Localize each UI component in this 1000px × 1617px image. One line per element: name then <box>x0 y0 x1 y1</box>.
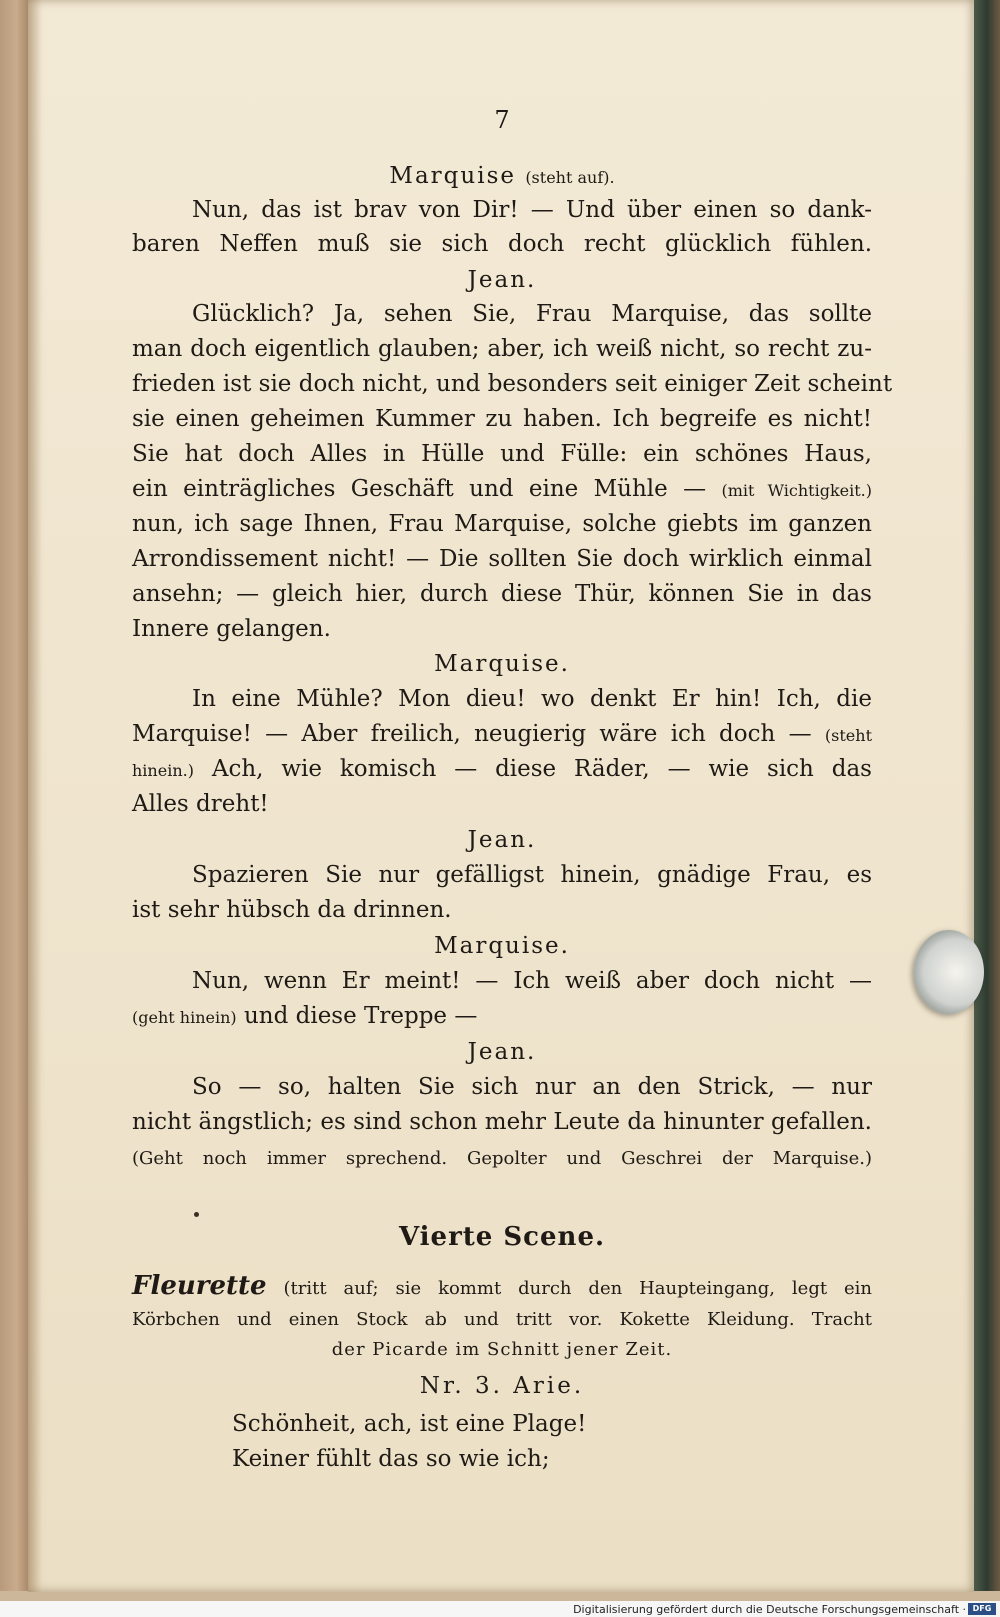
character-name: Fleurette <box>132 1271 267 1301</box>
footer-bar <box>0 1601 1000 1617</box>
stage-direction: (tritt auf; sie kommt durch den Haupteingang, legt ein <box>266 1278 872 1299</box>
text-line <box>132 755 872 785</box>
stage-direction-line <box>132 1272 872 1303</box>
footer-credit: Digitalisierung gefördert durch die Deutsche Forschungsgemeinschaft · <box>573 1603 966 1616</box>
text-line <box>132 720 872 750</box>
number-heading: Nr. 3. Arie. <box>419 1373 585 1399</box>
text-line: Spazieren Sie nur gefälligst hinein, gnädige Frau, es <box>192 862 872 888</box>
scene-heading: Vierte Scene. <box>398 1222 606 1252</box>
text-line: ist sehr hübsch da drinnen. <box>132 897 452 923</box>
text-line: frieden ist sie doch nicht, und besonders seit einiger Zeit scheint <box>132 371 893 397</box>
text-line: nun, ich sage Ihnen, Frau Marquise, solche giebts im ganzen <box>132 511 872 537</box>
stage-direction-line: der Picarde im Schnitt jener Zeit. <box>331 1339 673 1360</box>
text-line: Sie hat doch Alles in Hülle und Fülle: ein schönes Haus, <box>132 441 872 467</box>
speaker-marquise-1 <box>132 162 872 192</box>
text-fragment: Ach, wie komisch — diese Räder, — wie sich das <box>193 756 872 782</box>
text-line: Innere gelangen. <box>132 616 331 642</box>
speaker-jean-2: Jean. <box>467 827 537 853</box>
text-line <box>132 475 872 505</box>
text-line <box>132 1002 872 1032</box>
text-line: Arrondissement nicht! — Die sollten Sie doch wirklich einmal <box>132 546 872 572</box>
text-line: Nun, das ist brav von Dir! — Und über einen so dank- <box>192 197 872 223</box>
book-page <box>28 0 974 1592</box>
speaker-name: Marquise <box>389 163 516 189</box>
text-line: nicht ängstlich; es sind schon mehr Leute da hinunter gefallen. <box>132 1109 872 1135</box>
text-line: man doch eigentlich glauben; aber, ich weiß nicht, so recht zu- <box>132 336 872 362</box>
text-fragment: ein einträgliches Geschäft und eine Mühle — <box>132 476 722 502</box>
verse-line: Keiner fühlt das so wie ich; <box>232 1446 550 1472</box>
stage-direction: (mit Wichtigkeit.) <box>721 481 872 500</box>
speaker-marquise-2: Marquise. <box>434 651 570 677</box>
page-clip <box>914 930 984 1014</box>
text-line: Alles dreht! <box>132 791 269 817</box>
stage-direction: (geht hinein) <box>132 1008 237 1027</box>
stage-direction: (steht <box>824 726 872 745</box>
text-line: Glücklich? Ja, sehen Sie, Frau Marquise, das sollte <box>192 301 872 327</box>
speaker-jean-1: Jean. <box>467 267 537 293</box>
dfg-logo: DFG <box>968 1603 996 1615</box>
text-line: baren Neffen muß sie sich doch recht glücklich fühlen. <box>132 231 872 257</box>
stage-direction-line: Körbchen und einen Stock ab und tritt vor. Kokette Kleidung. Tracht <box>132 1309 872 1330</box>
text-line: ansehn; — gleich hier, durch diese Thür, können Sie in das <box>132 581 872 607</box>
verse-line: Schönheit, ach, ist eine Plage! <box>232 1411 587 1437</box>
stage-direction-line: (Geht noch immer sprechend. Gepolter und Geschrei der Marquise.) <box>132 1148 872 1169</box>
text-fragment: Marquise! — Aber freilich, neugierig wäre ich doch — <box>132 721 825 747</box>
speaker-marquise-3: Marquise. <box>434 933 570 959</box>
text-line: In eine Mühle? Mon dieu! wo denkt Er hin! Ich, die <box>192 686 872 712</box>
stage-direction: hinein.) <box>132 761 194 780</box>
speaker-jean-3: Jean. <box>467 1039 537 1065</box>
book-cover-right-edge <box>974 0 1000 1600</box>
text-line: Nun, wenn Er meint! — Ich weiß aber doch nicht — <box>192 968 872 994</box>
ink-speck <box>194 1212 199 1217</box>
book-cover-left-edge <box>0 0 28 1617</box>
text-line: sie einen geheimen Kummer zu haben. Ich begreife es nicht! <box>132 406 872 432</box>
page-number: 7 <box>494 106 510 134</box>
text-fragment: und diese Treppe — <box>236 1003 478 1029</box>
text-line: So — so, halten Sie sich nur an den Strick, — nur <box>192 1074 872 1100</box>
stage-direction: (steht auf). <box>525 168 615 187</box>
